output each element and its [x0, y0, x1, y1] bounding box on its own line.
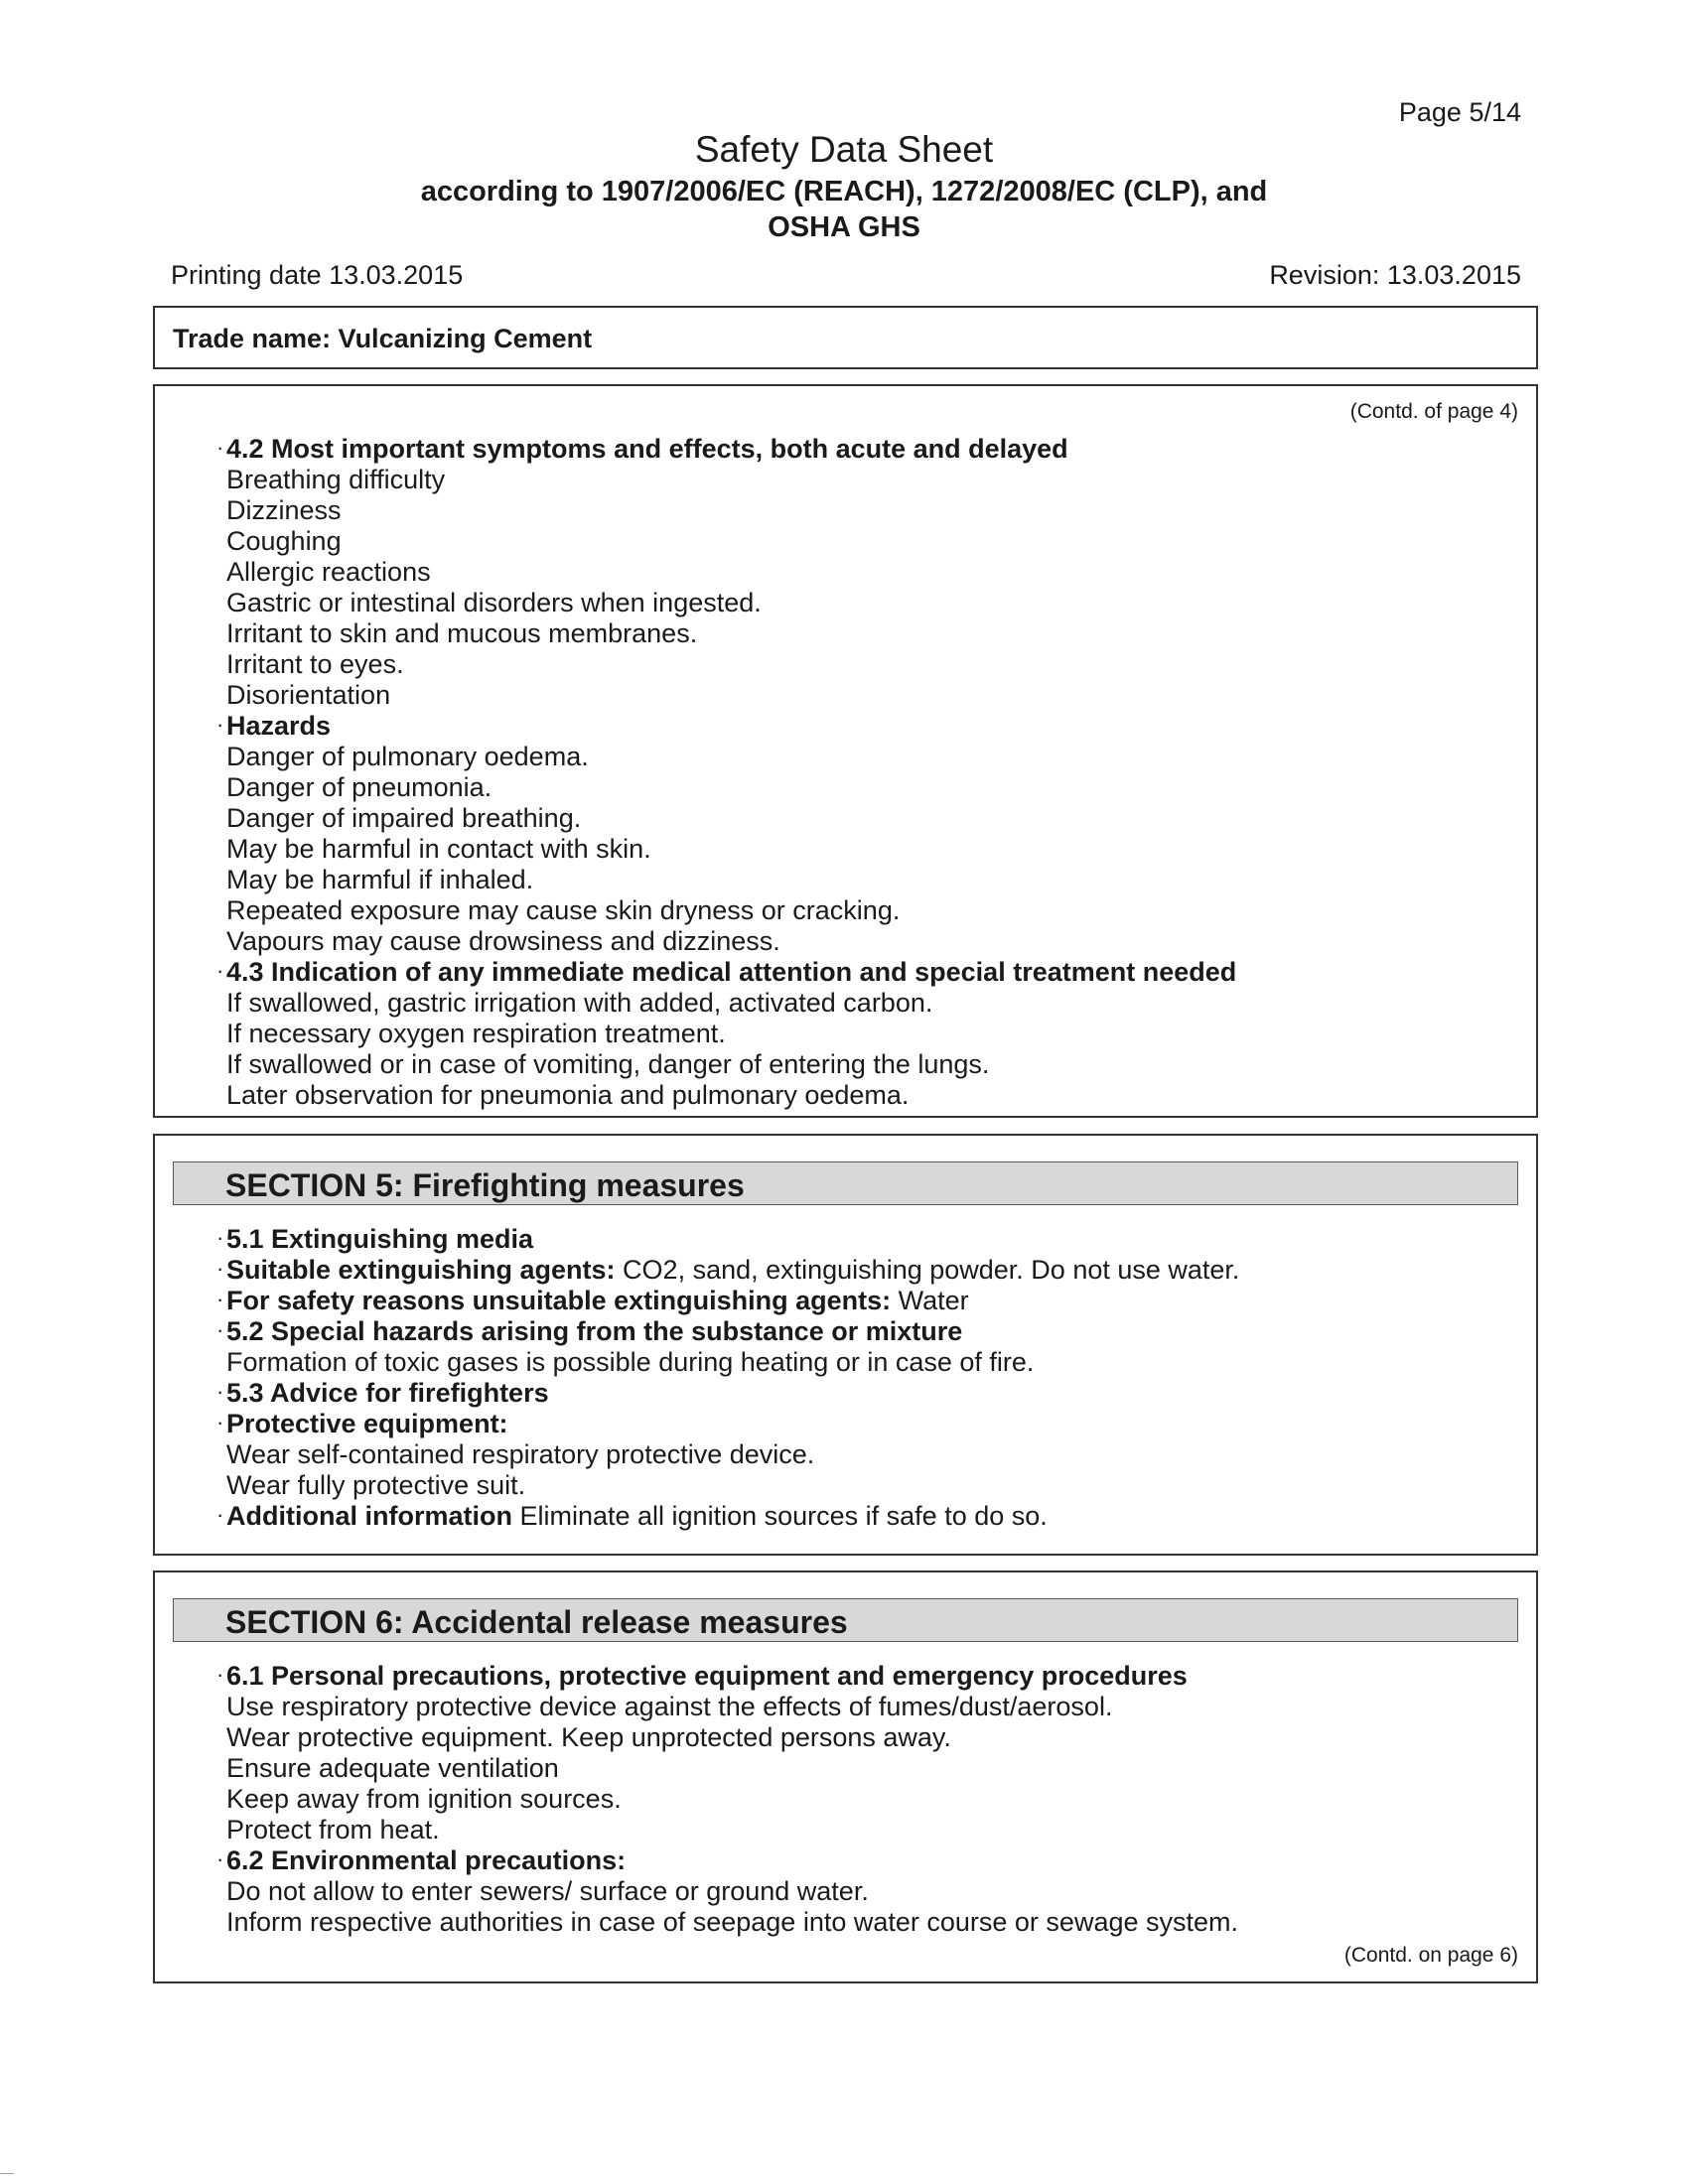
section-4-lines: [216, 434, 1516, 1111]
line-text: If swallowed, gastric irrigation with added, activated carbon.: [226, 988, 933, 1018]
text-line: [226, 742, 1516, 772]
text-line: [216, 1845, 1516, 1876]
line-text: Use respiratory protective device against the effects of fumes/dust/aerosol.: [226, 1692, 1113, 1721]
text-line: [216, 1316, 1516, 1347]
line-text: Gastric or intestinal disorders when ingested.: [226, 588, 762, 617]
line-text: Protect from heat.: [226, 1815, 440, 1844]
text-line: [216, 1501, 1516, 1532]
continued-on-note: (Contd. on page 6): [1343, 1944, 1518, 1967]
text-line: [226, 834, 1516, 865]
line-text: CO2, sand, extinguishing powder. Do not use water.: [615, 1255, 1240, 1285]
line-heading: Additional information: [226, 1501, 512, 1531]
line-heading: 6.1 Personal precautions, protective equipment and emergency procedures: [226, 1661, 1188, 1691]
line-heading: 4.2 Most important symptoms and effects, both acute and delayed: [226, 434, 1068, 464]
line-text: Wear self-contained respiratory protective device.: [226, 1439, 815, 1469]
continued-from-note: (Contd. of page 4): [1349, 400, 1518, 423]
text-line: [226, 1049, 1516, 1080]
line-text: Wear protective equipment. Keep unprotected persons away.: [226, 1722, 951, 1752]
bullet-dot: ·: [216, 1287, 224, 1311]
trade-name: Trade name: Vulcanizing Cement: [173, 324, 593, 353]
line-text: Disorientation: [226, 680, 391, 710]
bullet-dot: ·: [216, 435, 224, 460]
text-line: [216, 1661, 1516, 1692]
line-heading: 5.3 Advice for firefighters: [226, 1378, 549, 1408]
line-text: Allergic reactions: [226, 557, 431, 587]
line-text: May be harmful in contact with skin.: [226, 834, 651, 864]
page-number: Page 5/14: [1398, 97, 1521, 127]
line-text: Danger of pneumonia.: [226, 772, 492, 802]
text-line: [226, 1347, 1516, 1378]
line-text: Formation of toxic gases is possible during heating or in case of fire.: [226, 1347, 1035, 1377]
bullet-dot: ·: [216, 958, 224, 983]
bullet-dot: ·: [216, 1317, 224, 1342]
text-line: [226, 465, 1516, 495]
line-text: Dizziness: [226, 495, 342, 525]
line-text: Irritant to skin and mucous membranes.: [226, 618, 698, 648]
text-line: [226, 1019, 1516, 1049]
text-line: [226, 1080, 1516, 1111]
section-5-title: SECTION 5: Firefighting measures: [225, 1167, 745, 1203]
text-line: [216, 1409, 1516, 1439]
line-text: Irritant to eyes.: [226, 649, 404, 679]
bullet-dot: ·: [216, 1410, 224, 1434]
line-text: Inform respective authorities in case of seepage into water course or sewage system.: [226, 1907, 1238, 1937]
text-line: [226, 1692, 1516, 1722]
line-text: Keep away from ignition sources.: [226, 1784, 622, 1814]
text-line: [226, 495, 1516, 526]
text-line: [216, 957, 1516, 988]
text-line: [226, 895, 1516, 926]
text-line: [226, 618, 1516, 649]
text-line: [216, 1255, 1516, 1286]
line-text: May be harmful if inhaled.: [226, 865, 534, 894]
text-line: [226, 1907, 1516, 1938]
text-line: [216, 1286, 1516, 1316]
text-line: [226, 803, 1516, 834]
line-heading: 6.2 Environmental precautions:: [226, 1845, 627, 1875]
bullet-dot: ·: [216, 712, 224, 737]
line-text: Later observation for pneumonia and pulmonary oedema.: [226, 1080, 910, 1110]
document-title: Safety Data Sheet: [694, 129, 994, 170]
line-heading: For safety reasons unsuitable extinguishing agents:: [226, 1286, 892, 1315]
text-line: [216, 1224, 1516, 1255]
line-text: Ensure adequate ventilation: [226, 1753, 559, 1783]
trade-name-box: [153, 306, 1538, 369]
document-subtitle: [348, 174, 1340, 245]
section-6-lines: [216, 1661, 1516, 1938]
line-text: Do not allow to enter sewers/ surface or ground water.: [226, 1876, 869, 1906]
bullet-dot: ·: [216, 1256, 224, 1281]
section-6-title: SECTION 6: Accidental release measures: [225, 1604, 848, 1640]
bullet-dot: ·: [216, 1502, 224, 1527]
line-heading: Hazards: [226, 711, 332, 741]
bullet-dot: ·: [216, 1662, 224, 1687]
text-line: [226, 1470, 1516, 1501]
text-line: [226, 588, 1516, 618]
section-4-box: [153, 384, 1538, 1118]
subtitle-line-2: OSHA GHS: [768, 211, 920, 243]
line-text: If swallowed or in case of vomiting, danger of entering the lungs.: [226, 1049, 990, 1079]
line-text: Wear fully protective suit.: [226, 1470, 526, 1500]
line-text: Danger of impaired breathing.: [226, 803, 582, 833]
line-text: Vapours may cause drowsiness and dizziness.: [226, 926, 780, 956]
section-6-box: [153, 1570, 1538, 1983]
line-text: Danger of pulmonary oedema.: [226, 742, 589, 771]
section-5-header: [173, 1161, 1518, 1205]
text-line: [226, 988, 1516, 1019]
text-line: [226, 1876, 1516, 1907]
text-line: [226, 649, 1516, 680]
corner-mark: —: [0, 2164, 14, 2180]
revision-date: Revision: 13.03.2015: [1269, 260, 1521, 290]
line-heading: Suitable extinguishing agents:: [226, 1255, 616, 1285]
line-text: Water: [891, 1286, 969, 1315]
text-line: [226, 1439, 1516, 1470]
text-line: [226, 865, 1516, 895]
bullet-dot: ·: [216, 1225, 224, 1250]
text-line: [216, 434, 1516, 465]
text-line: [226, 1784, 1516, 1815]
printing-date: Printing date 13.03.2015: [171, 260, 464, 290]
text-line: [226, 1753, 1516, 1784]
line-heading: 4.3 Indication of any immediate medical attention and special treatment needed: [226, 957, 1237, 987]
line-text: Repeated exposure may cause skin dryness or cracking.: [226, 895, 901, 925]
text-line: [226, 680, 1516, 711]
text-line: [216, 1378, 1516, 1409]
section-6-header: [173, 1598, 1518, 1642]
text-line: [226, 526, 1516, 557]
line-heading: Protective equipment:: [226, 1409, 508, 1438]
text-line: [226, 926, 1516, 957]
text-line: [216, 711, 1516, 742]
bullet-dot: ·: [216, 1846, 224, 1871]
text-line: [226, 772, 1516, 803]
line-heading: 5.2 Special hazards arising from the substance or mixture: [226, 1316, 963, 1346]
line-text: Coughing: [226, 526, 342, 556]
subtitle-line-1: according to 1907/2006/EC (REACH), 1272/2008/EC (CLP), and: [420, 176, 1268, 207]
section-5-lines: [216, 1224, 1516, 1532]
line-text: Breathing difficulty: [226, 465, 446, 494]
text-line: [226, 1722, 1516, 1753]
line-heading: 5.1 Extinguishing media: [226, 1224, 534, 1254]
bullet-dot: ·: [216, 1379, 224, 1404]
text-line: [226, 557, 1516, 588]
line-text: Eliminate all ignition sources if safe to do so.: [511, 1501, 1048, 1531]
line-text: If necessary oxygen respiration treatment.: [226, 1019, 726, 1048]
section-5-box: [153, 1134, 1538, 1556]
text-line: [226, 1815, 1516, 1845]
